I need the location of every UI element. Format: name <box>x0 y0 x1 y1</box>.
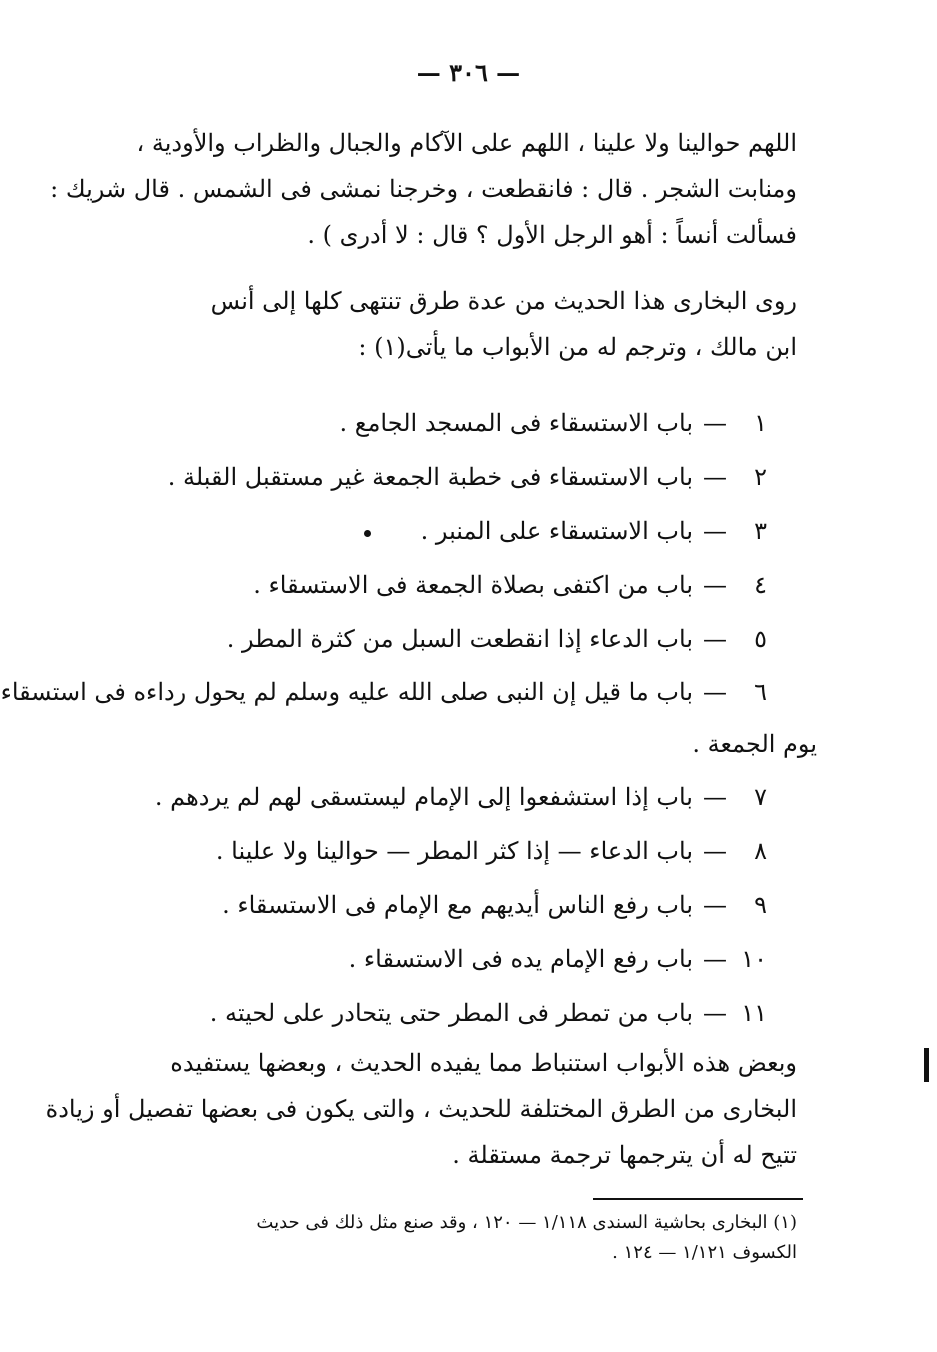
chapter-number: ٧ <box>754 783 767 811</box>
chapter-number: ٤ <box>754 571 767 599</box>
chapter-number: ٩ <box>754 891 767 919</box>
paragraph-line: روى البخارى هذا الحديث من عدة طرق تنتهى كلها إلى أنس <box>210 287 797 315</box>
chapter-item: ١—باب الاستسقاء فى المسجد الجامع . <box>117 396 767 450</box>
chapter-number: ٨ <box>754 837 767 865</box>
chapter-item: ٣—باب الاستسقاء على المنبر . <box>117 504 767 558</box>
chapter-item: ٩—باب رفع الناس أيديهم مع الإمام فى الاستسقاء . <box>117 878 767 932</box>
paragraph-line: فسألت أنساً : أهو الرجل الأول ؟ قال : لا أدرى ) . <box>307 221 797 249</box>
chapter-title: باب الاستسقاء فى خطبة الجمعة غير مستقبل القبلة . <box>167 463 693 491</box>
chapter-title: باب الاستسقاء على المنبر . <box>420 517 693 545</box>
footnote-divider <box>593 1198 803 1200</box>
footnote <box>137 1208 797 1268</box>
page-number: — ٣٠٦ — <box>416 58 521 87</box>
footnote-line: (١) البخارى بحاشية السندى ١/١١٨ — ١٢٠ ، وقد صنع مثل ذلك فى حديث <box>256 1212 797 1233</box>
paragraph-line: اللهم حوالينا ولا علينا ، اللهم على الآكام والجبال والظراب والأودية ، <box>136 129 797 157</box>
chapter-number: ٣ <box>754 517 767 545</box>
chapter-number: ١ <box>754 409 767 437</box>
chapter-title: باب ما قيل إن النبى صلى الله عليه وسلم لم يحول رداءه فى استسقاء <box>0 678 693 706</box>
paragraph-line: ابن مالك ، وترجم له من الأبواب ما يأتى(١) : <box>358 333 797 361</box>
chapter-title: باب من اكتفى بصلاة الجمعة فى الاستسقاء . <box>253 571 693 599</box>
chapter-title: باب الدعاء — إذا كثر المطر — حوالينا ولا علينا . <box>215 837 693 865</box>
chapter-number: ١٠ <box>741 945 767 973</box>
chapter-title: باب إذا استشفعوا إلى الإمام ليستسقى لهم لم يردهم . <box>154 783 693 811</box>
ink-dot <box>364 530 371 537</box>
chapter-title-continuation: يوم الجمعة . <box>692 730 817 758</box>
paragraph-top <box>50 120 797 258</box>
paragraph-line: تتيح له أن يترجمها ترجمة مستقلة . <box>452 1141 797 1169</box>
paragraph-intro <box>137 278 797 370</box>
chapter-title: باب الاستسقاء فى المسجد الجامع . <box>339 409 693 437</box>
chapter-item: ١١—باب من تمطر فى المطر حتى يتحادر على لحيته . <box>117 986 767 1040</box>
chapter-number: ٥ <box>754 625 767 653</box>
chapter-item: ١٠—باب رفع الإمام يده فى الاستسقاء . <box>117 932 767 986</box>
paragraph-line: وبعض هذه الأبواب استنباط مما يفيده الحديث ، وبعضها يستفيده <box>170 1049 797 1077</box>
chapter-number: ٢ <box>754 463 767 491</box>
chapter-item: ٤—باب من اكتفى بصلاة الجمعة فى الاستسقاء . <box>117 558 767 612</box>
chapter-list <box>0 396 817 1040</box>
chapter-number: ١١ <box>741 999 767 1027</box>
chapter-item: ٥—باب الدعاء إذا انقطعت السبل من كثرة المطر . <box>117 612 767 666</box>
chapter-item: ٢—باب الاستسقاء فى خطبة الجمعة غير مستقبل القبلة . <box>117 450 767 504</box>
footnote-line: الكسوف ١/١٢١ — ١٢٤ . <box>612 1242 797 1263</box>
chapter-title: باب رفع الناس أيديهم مع الإمام فى الاستسقاء . <box>222 891 693 919</box>
paragraph-line: ومنابت الشجر . قال : فانقطعت ، وخرجنا نمشى فى الشمس . قال شريك : <box>50 175 797 203</box>
chapter-title: باب من تمطر فى المطر حتى يتحادر على لحيته . <box>209 999 693 1027</box>
scan-edge-mark <box>924 1048 929 1082</box>
paragraph-line: البخارى من الطرق المختلفة للحديث ، والتى يكون فى بعضها تفصيل أو زيادة <box>45 1095 797 1123</box>
chapter-item: ٧—باب إذا استشفعوا إلى الإمام ليستسقى لهم لم يردهم . <box>117 770 767 824</box>
chapter-title: باب رفع الإمام يده فى الاستسقاء . <box>348 945 693 973</box>
chapter-number: ٦ <box>754 678 767 706</box>
chapter-title: باب الدعاء إذا انقطعت السبل من كثرة المطر . <box>226 625 693 653</box>
chapter-item: ٨—باب الدعاء — إذا كثر المطر — حوالينا ولا علينا . <box>117 824 767 878</box>
paragraph-end <box>45 1040 797 1178</box>
chapter-item: ٦—باب ما قيل إن النبى صلى الله عليه وسلم لم يحول رداءه فى استسقاء يوم الجمعة . <box>117 666 767 770</box>
